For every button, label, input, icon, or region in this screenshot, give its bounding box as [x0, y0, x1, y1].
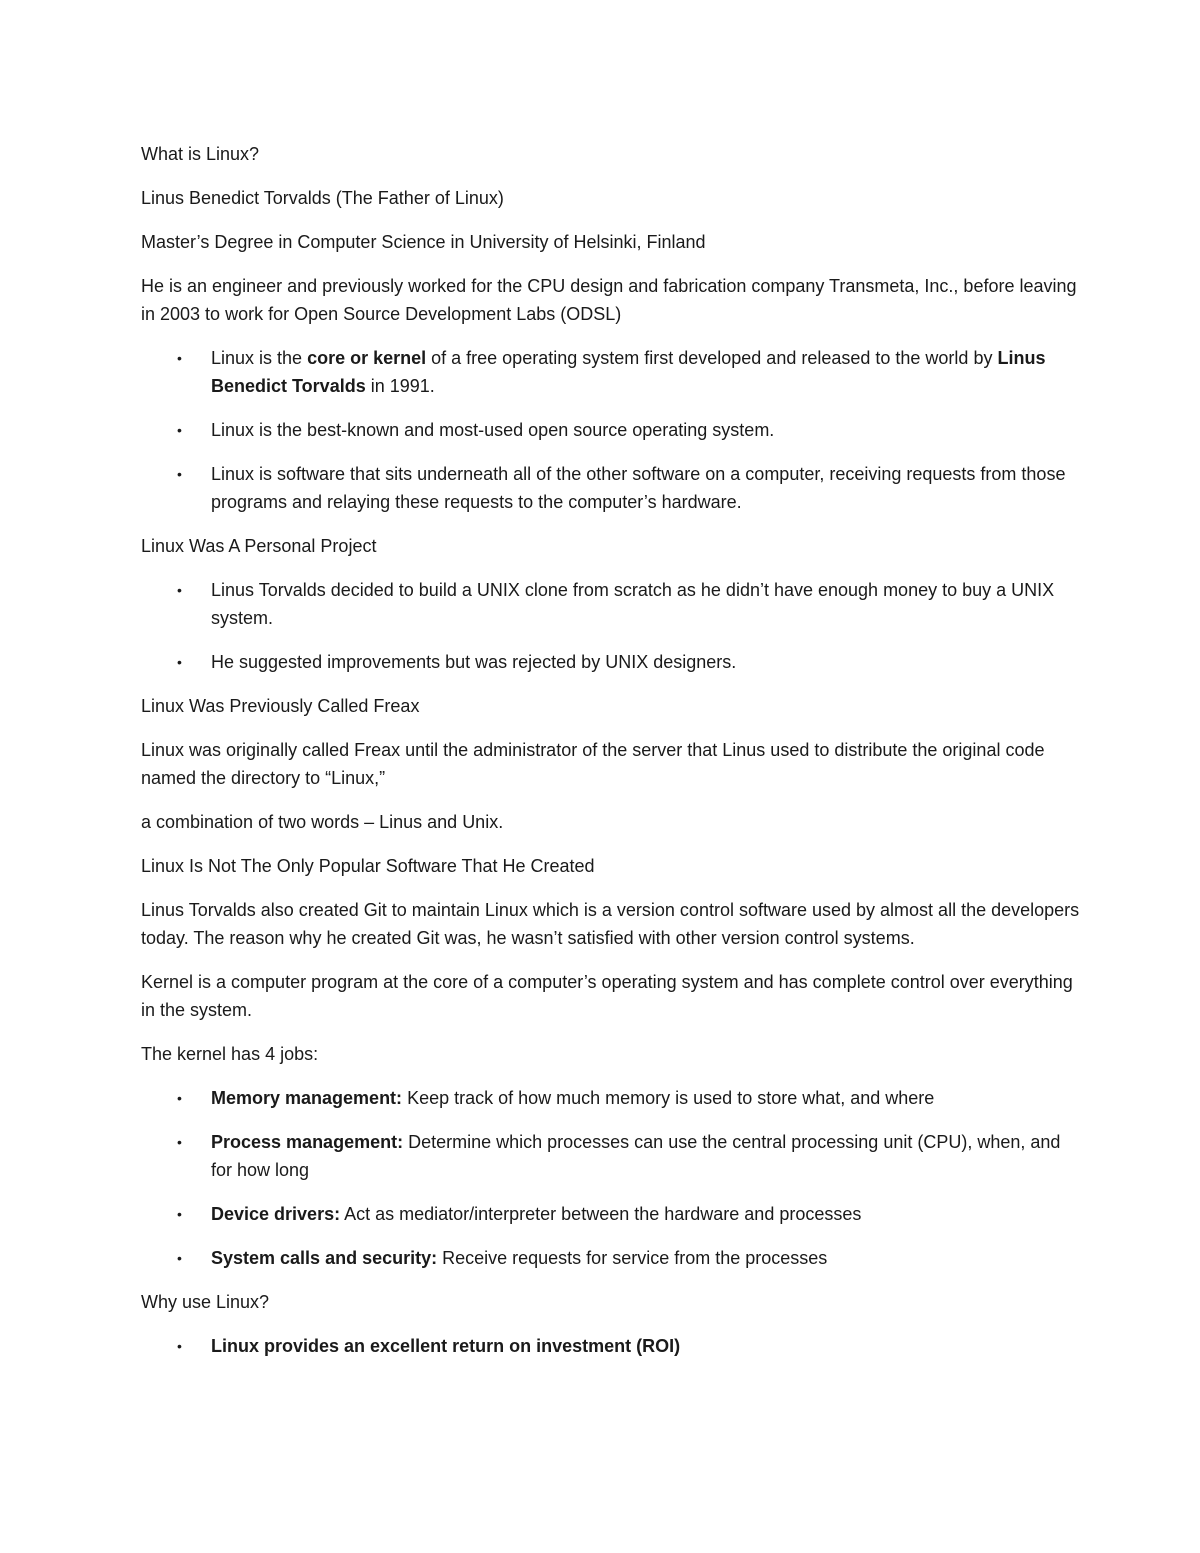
list-item: • Linux is software that sits underneath all of the other software on a computer, receiving requests from those programs and relaying these requests to the computer’s hardware.	[141, 460, 1081, 516]
bullet-list-intro	[141, 344, 1081, 516]
bullet-icon: •	[177, 1206, 182, 1222]
list-item: • Linus Torvalds decided to build a UNIX clone from scratch as he didn’t have enough money to buy a UNIX system.	[141, 576, 1081, 632]
bold-text: Process management:	[211, 1132, 404, 1152]
bullet-icon: •	[177, 654, 182, 670]
bold-text: Device drivers:	[211, 1204, 341, 1224]
bullet-icon: •	[177, 466, 182, 482]
bold-text: core or kernel	[307, 348, 427, 368]
document-body	[141, 140, 1081, 1376]
heading-git: Linux Is Not The Only Popular Software That He Created	[141, 856, 595, 876]
bullet-icon: •	[177, 422, 182, 438]
list-item: • Linux is the core or kernel of a free operating system first developed and released to the world by Linus Benedict Torvalds in 1991.	[141, 344, 1081, 400]
heading-what-is-linux: What is Linux?	[141, 144, 260, 164]
heading-freax: Linux Was Previously Called Freax	[141, 696, 420, 716]
bullet-icon: •	[177, 1250, 182, 1266]
bullet-icon: •	[177, 1134, 182, 1150]
bullet-list-personal	[141, 576, 1081, 676]
list-item: • System calls and security: Receive requests for service from the processes	[141, 1244, 1081, 1272]
bold-text: Linux provides an excellent return on investment (ROI)	[211, 1336, 681, 1356]
heading-why-use-linux: Why use Linux?	[141, 1292, 270, 1312]
paragraph-degree: Master’s Degree in Computer Science in University of Helsinki, Finland	[141, 232, 706, 252]
bullet-icon: •	[177, 350, 182, 366]
list-item: • He suggested improvements but was rejected by UNIX designers.	[141, 648, 1081, 676]
list-item: • Linux is the best-known and most-used open source operating system.	[141, 416, 1081, 444]
paragraph-combination: a combination of two words – Linus and Unix.	[141, 812, 504, 832]
bold-text: Memory management:	[211, 1088, 403, 1108]
bold-text: Linus Benedict Torvalds	[211, 348, 1046, 396]
paragraph-kernel: Kernel is a computer program at the core of a computer’s operating system and has complete control over everything in the system.	[141, 972, 1073, 1020]
bullet-list-jobs	[141, 1084, 1081, 1272]
bullet-icon: •	[177, 1338, 182, 1354]
paragraph-engineer: He is an engineer and previously worked for the CPU design and fabrication company Transmeta, Inc., before leaving in 2003 to work for Open Source Development Labs (ODSL)	[141, 276, 1077, 324]
list-item: • Process management: Determine which processes can use the central processing unit (CPU), when, and for how long	[141, 1128, 1081, 1184]
bullet-icon: •	[177, 582, 182, 598]
list-item: • Memory management: Keep track of how much memory is used to store what, and where	[141, 1084, 1081, 1112]
bold-text: System calls and security:	[211, 1248, 438, 1268]
bullet-list-why	[141, 1332, 1081, 1360]
heading-personal-project: Linux Was A Personal Project	[141, 536, 377, 556]
paragraph-freax: Linux was originally called Freax until the administrator of the server that Linus used to distribute the original code named the directory to “Linux,”	[141, 740, 1045, 788]
paragraph-jobs: The kernel has 4 jobs:	[141, 1044, 319, 1064]
paragraph-father: Linus Benedict Torvalds (The Father of Linux)	[141, 188, 504, 208]
list-item	[141, 1332, 1081, 1360]
bullet-icon: •	[177, 1090, 182, 1106]
paragraph-git: Linus Torvalds also created Git to maintain Linux which is a version control software used by almost all the developers today. The reason why he created Git was, he wasn’t satisfied with other version control systems.	[141, 900, 1080, 948]
list-item: • Device drivers: Act as mediator/interpreter between the hardware and processes	[141, 1200, 1081, 1228]
